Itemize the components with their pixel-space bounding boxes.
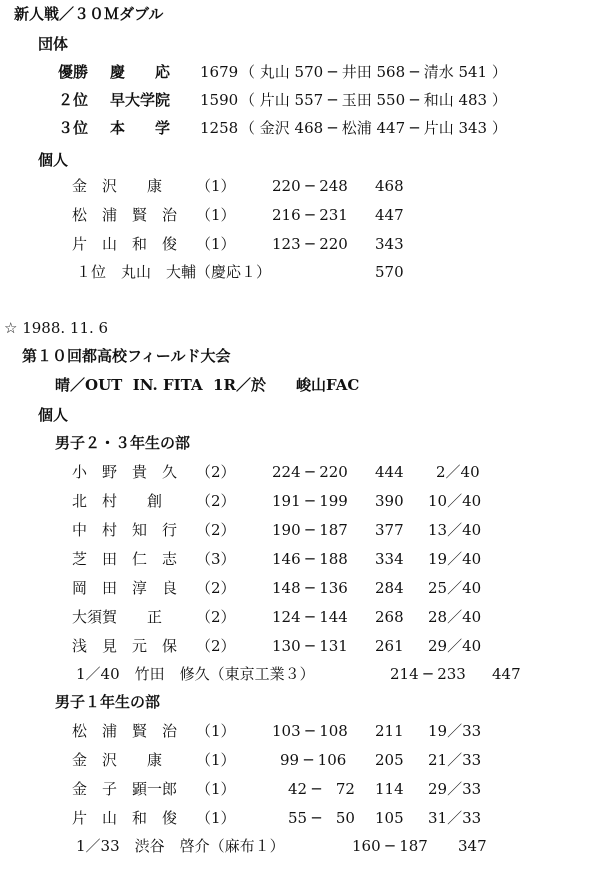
athlete-name: 岡 田 淳 良 — [72, 579, 178, 597]
total-score: 334 — [375, 550, 404, 568]
event-title: 第１０回都高校フィールド大会 — [22, 347, 231, 365]
athlete-name: 松 浦 賢 治 — [72, 206, 178, 224]
placing: 25／40 — [428, 579, 482, 597]
winner-label: １位 丸山 大輔（慶応１） — [76, 263, 272, 281]
round-scores: 42 ─ 72 — [288, 780, 355, 798]
total-score: 268 — [375, 608, 404, 626]
team-total: 1590 — [200, 91, 239, 109]
athlete-name: 中 村 知 行 — [72, 521, 178, 539]
total-score: 447 — [375, 206, 404, 224]
athlete-grade: （2） — [196, 579, 236, 597]
team-rank: ３位 — [58, 119, 89, 137]
athlete-grade: （1） — [196, 780, 236, 798]
total-score: 390 — [375, 492, 404, 510]
team-heading: 団体 — [38, 35, 69, 53]
placing: 29／33 — [428, 780, 482, 798]
placing: 19／40 — [428, 550, 482, 568]
placing: 13／40 — [428, 521, 482, 539]
athlete-name: 大須賀 正 — [72, 608, 163, 626]
athlete-grade: （1） — [196, 235, 236, 253]
winner-total: 447 — [492, 665, 521, 683]
individual-heading: 個人 — [38, 406, 69, 424]
individual-heading: 個人 — [38, 151, 69, 169]
athlete-grade: （2） — [196, 492, 236, 510]
round-scores: 220 ─ 248 — [272, 177, 348, 195]
athlete-grade: （3） — [196, 550, 236, 568]
total-score: 343 — [375, 235, 404, 253]
athlete-grade: （1） — [196, 809, 236, 827]
round-scores: 191 ─ 199 — [272, 492, 348, 510]
team-total: 1258 — [200, 119, 239, 137]
team-detail: （ 丸山 570 ─ 井田 568 ─ 清水 541 ） — [240, 63, 507, 81]
winner-scores: 160 ─ 187 — [352, 837, 428, 855]
group-heading: 男子２・３年生の部 — [55, 434, 191, 452]
athlete-name: 松 浦 賢 治 — [72, 722, 178, 740]
total-score: 377 — [375, 521, 404, 539]
round-scores: 224 ─ 220 — [272, 463, 348, 481]
round-scores: 216 ─ 231 — [272, 206, 348, 224]
round-scores: 124 ─ 144 — [272, 608, 348, 626]
placing: 28／40 — [428, 608, 482, 626]
athlete-name: 金 子 顕一郎 — [72, 780, 178, 798]
athlete-name: 小 野 貴 久 — [72, 463, 178, 481]
athlete-grade: （1） — [196, 751, 236, 769]
placing: 19／33 — [428, 722, 482, 740]
total-score: 261 — [375, 637, 404, 655]
athlete-grade: （1） — [196, 722, 236, 740]
winner-total: 347 — [458, 837, 487, 855]
round-scores: 148 ─ 136 — [272, 579, 348, 597]
team-school: 本 学 — [110, 119, 171, 137]
total-score: 211 — [375, 722, 404, 740]
winner-scores: 214 ─ 233 — [390, 665, 466, 683]
round-scores: 99 ─ 106 — [280, 751, 347, 769]
team-school: 慶 応 — [110, 63, 171, 81]
round-scores: 190 ─ 187 — [272, 521, 348, 539]
team-school: 早大学院 — [110, 91, 171, 109]
athlete-name: 片 山 和 俊 — [72, 809, 178, 827]
placing: 29／40 — [428, 637, 482, 655]
winner-label: 1／33 渋谷 啓介（麻布１） — [76, 837, 285, 855]
total-score: 468 — [375, 177, 404, 195]
round-scores: 55 ─ 50 — [288, 809, 355, 827]
event-conditions: 晴／OUT IN. FITA 1R／於 峻山FAC — [55, 376, 360, 394]
total-score: 205 — [375, 751, 404, 769]
athlete-name: 金 沢 康 — [72, 177, 163, 195]
placing: 31／33 — [428, 809, 482, 827]
athlete-name: 芝 田 仁 志 — [72, 550, 178, 568]
section-title: 新人戦／３０Ｍダブル — [14, 5, 164, 23]
placing: 10／40 — [428, 492, 482, 510]
round-scores: 103 ─ 108 — [272, 722, 348, 740]
athlete-grade: （1） — [196, 177, 236, 195]
team-rank: ２位 — [58, 91, 89, 109]
athlete-name: 片 山 和 俊 — [72, 235, 178, 253]
athlete-name: 北 村 創 — [72, 492, 163, 510]
athlete-grade: （2） — [196, 521, 236, 539]
round-scores: 130 ─ 131 — [272, 637, 348, 655]
athlete-name: 浅 見 元 保 — [72, 637, 178, 655]
team-detail: （ 片山 557 ─ 玉田 550 ─ 和山 483 ） — [240, 91, 507, 109]
athlete-grade: （2） — [196, 463, 236, 481]
total-score: 114 — [375, 780, 404, 798]
winner-total: 570 — [375, 263, 404, 281]
athlete-grade: （2） — [196, 637, 236, 655]
round-scores: 123 ─ 220 — [272, 235, 348, 253]
athlete-grade: （1） — [196, 206, 236, 224]
athlete-name: 金 沢 康 — [72, 751, 163, 769]
placing: 21／33 — [428, 751, 482, 769]
placing: 2／40 — [436, 463, 480, 481]
total-score: 105 — [375, 809, 404, 827]
event-date: ☆ 1988. 11. 6 — [4, 319, 109, 337]
team-rank: 優勝 — [58, 63, 89, 81]
total-score: 284 — [375, 579, 404, 597]
round-scores: 146 ─ 188 — [272, 550, 348, 568]
athlete-grade: （2） — [196, 608, 236, 626]
team-detail: （ 金沢 468 ─ 松浦 447 ─ 片山 343 ） — [240, 119, 507, 137]
total-score: 444 — [375, 463, 404, 481]
team-total: 1679 — [200, 63, 239, 81]
winner-label: 1／40 竹田 修久（東京工業３） — [76, 665, 315, 683]
group-heading: 男子１年生の部 — [55, 693, 161, 711]
